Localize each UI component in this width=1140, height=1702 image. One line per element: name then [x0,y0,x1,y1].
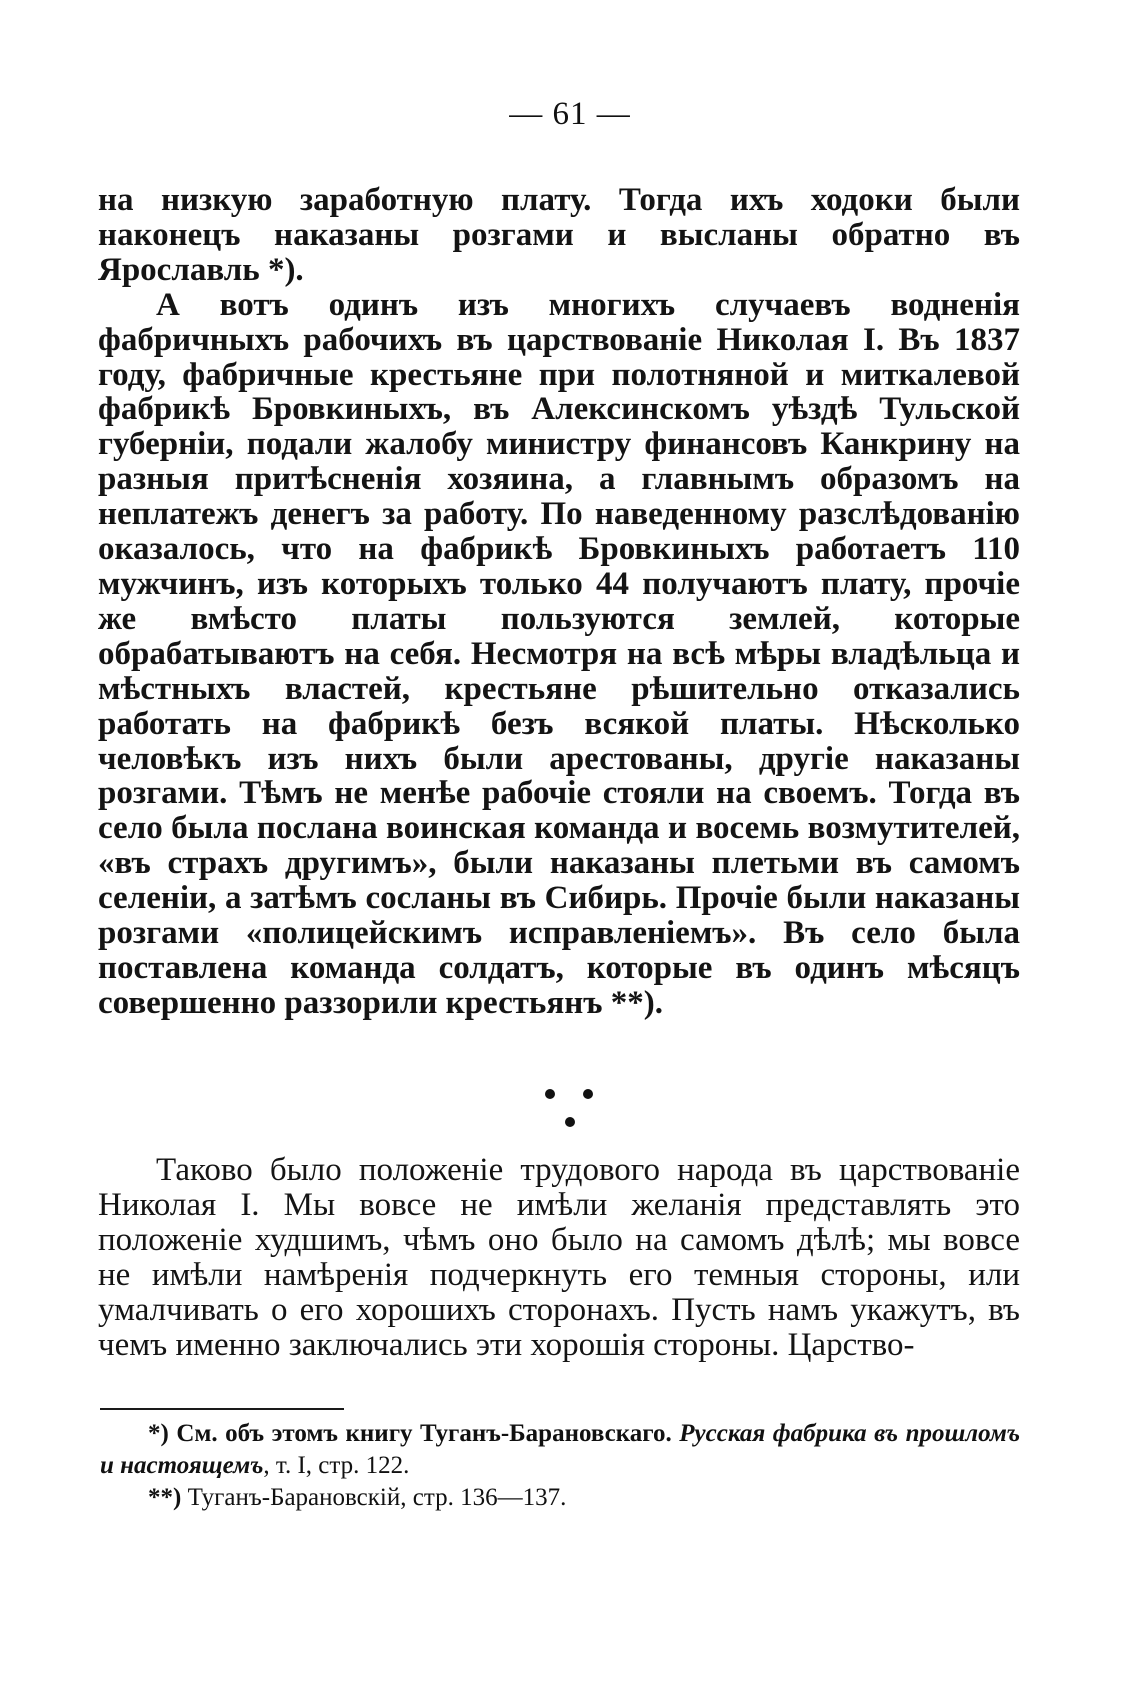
main-text-upper [98,183,1020,1021]
main-text-lower [98,1153,1020,1362]
footnote-1-tail: , т. I, стр. 122. [263,1452,410,1479]
footnote-1-lead: См. объ этомъ книгу Туганъ-Барановскаго. [176,1420,672,1447]
paragraph-continuation: на низкую заработную плату. Тогда ихъ ходоки были наконецъ наказаны розгами и высланы обратно въ Ярославль *). [98,182,1020,288]
paragraph-workers-revolt: А вотъ одинъ изъ многихъ случаевъ водненія фабричныхъ рабочихъ въ царствованіе Николая I. Въ 1837 году, фабричные крестьяне при полотняной и миткалевой фабрикѣ Бровкиныхъ, въ Алексинскомъ уѣздѣ Тульской губерніи, подали жалобу министру финансовъ Канкрину на разныя притѣсненія хозяина, а главнымъ образомъ на неплатежъ денегъ за работу. По наведенному разслѣдованію оказалось, что на фабрикѣ Бровкиныхъ работаетъ 110 мужчинъ, изъ которыхъ только 44 получаютъ плату, прочіе же вмѣсто платы пользуются землей, которые обрабатываютъ на себя. Несмотря на всѣ мѣры владѣльца и мѣстныхъ властей, крестьяне рѣшительно отказались работать на фабрикѣ безъ всякой платы. Нѣсколько человѣкъ изъ нихъ были арестованы, другіе наказаны розгами. Тѣмъ не менѣе рабочіе стояли на своемъ. Тогда въ село была послана воинская команда и восемь возмутителей, «въ страхъ другимъ», были наказаны плетьми въ самомъ селеніи, а затѣмъ сосланы въ Сибирь. Прочіе были наказаны розгами «полицейскимъ исправленіемъ». Въ село была поставлена команда солдатъ, которые въ одинъ мѣсяцъ совершенно раззорили крестьянъ **). [98,286,1020,1021]
footnote-2 [100,1482,1020,1514]
footnote-1 [100,1418,1020,1482]
footnote-separator [100,1408,344,1410]
footnote-2-text: Туганъ-Барановскій, стр. 136—137. [187,1484,567,1511]
footnote-1-marker: *) [148,1420,169,1447]
page-number: — 61 — [509,96,631,132]
footnote-1-title: Русская фабрика въ прошломъ и настоящемъ [100,1420,1020,1479]
asterism-icon [530,1082,610,1138]
footnotes [100,1418,1020,1514]
paragraph-conclusion: Таково было положеніе трудового народа въ царствованіе Николая I. Мы вовсе не имѣли желанія представлять это положеніе худшимъ, чѣмъ оно было на самомъ дѣлѣ; мы вовсе не имѣли намѣренія подчеркнуть его темныя стороны, или умалчивать о его хорошихъ сторонахъ. Пусть намъ укажутъ, въ чемъ именно заключались эти хорошія стороны. Царство- [98,1152,1020,1363]
section-divider-stars [0,1082,1140,1146]
footnote-2-marker: **) [148,1484,182,1511]
